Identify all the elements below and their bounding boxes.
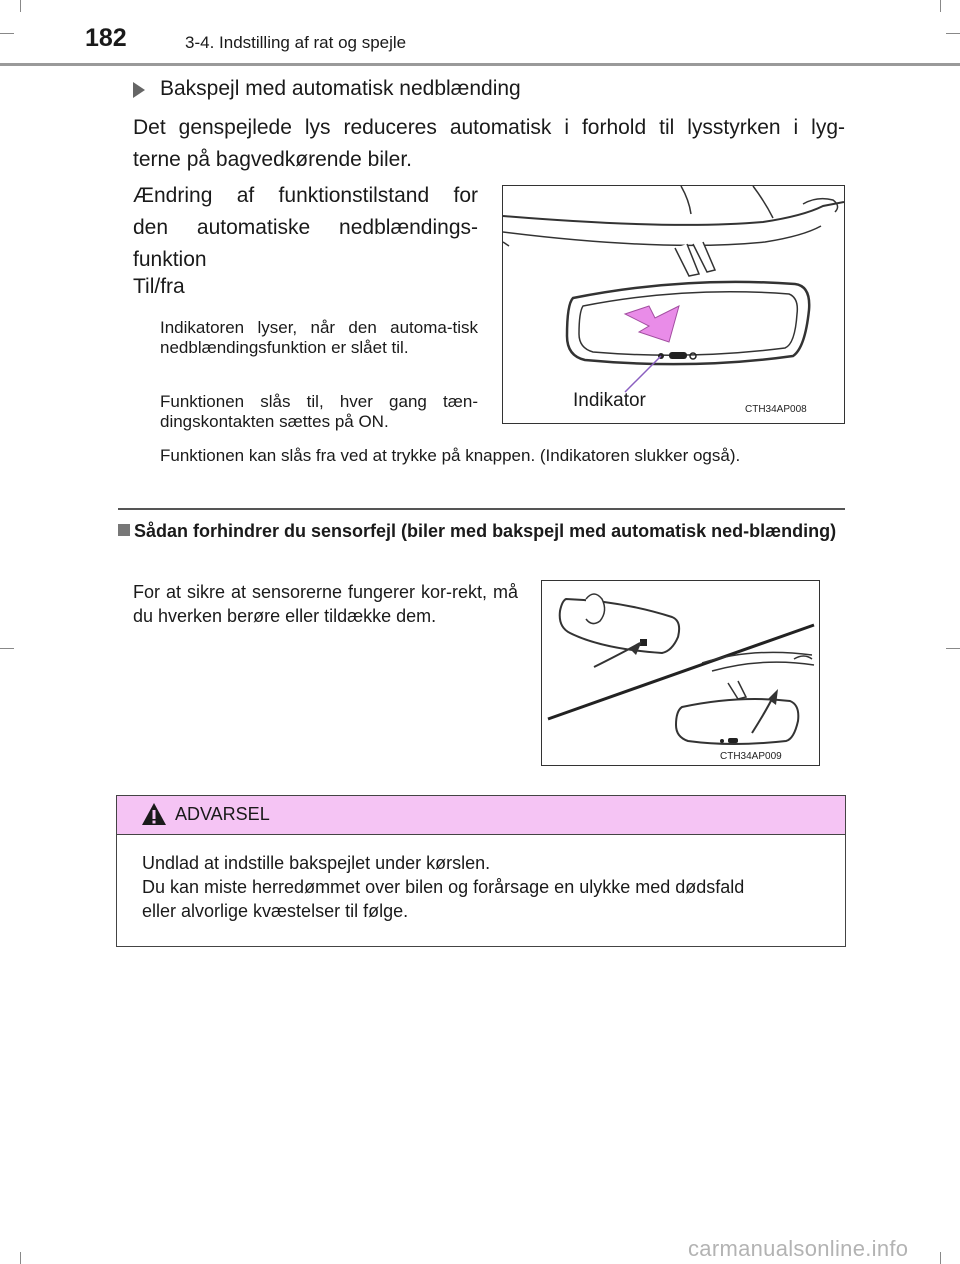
warning-header bbox=[117, 796, 845, 835]
crop-mark bbox=[946, 33, 960, 34]
header-rule bbox=[0, 63, 960, 66]
indicator-label: Indikator bbox=[573, 390, 646, 411]
figure-code: CTH34AP009 bbox=[720, 751, 782, 762]
crop-mark bbox=[946, 648, 960, 649]
switch-off-paragraph: Funktionen kan slås fra ved at trykke på knappen. (Indikatoren slukker også). bbox=[160, 446, 741, 465]
warning-line: eller alvorlige kvæstelser til følge. bbox=[142, 901, 409, 921]
toggle-label: Til/fra bbox=[133, 275, 185, 298]
crop-mark bbox=[20, 1252, 21, 1264]
section-divider bbox=[118, 508, 845, 510]
watermark: carmanualsonline.info bbox=[688, 1236, 909, 1261]
page-number: 182 bbox=[85, 24, 127, 52]
warning-title: ADVARSEL bbox=[175, 804, 270, 824]
sensor-heading: Sådan forhindrer du sensorfejl (biler med bakspejl med automatisk ned-blænding) bbox=[134, 521, 837, 541]
mode-heading bbox=[133, 180, 478, 276]
crop-mark bbox=[0, 648, 14, 649]
ignition-paragraph: Funktionen slås til, hver gang tæn-dingskontakten sættes på ON. bbox=[160, 392, 478, 431]
warning-line: Du kan miste herredømmet over bilen og forårsage en ulykke med dødsfald bbox=[142, 877, 745, 897]
mode-heading-line: den automatiske nedblændings- bbox=[133, 216, 478, 239]
intro-paragraph bbox=[133, 112, 845, 176]
intro-line: Det genspejlede lys reduceres automatisk i forhold til lysstyrken i lyg- bbox=[133, 116, 845, 139]
figure-code: CTH34AP008 bbox=[745, 404, 807, 415]
crop-mark bbox=[0, 33, 14, 34]
warning-triangle-icon bbox=[141, 802, 167, 826]
triangle-bullet-icon bbox=[133, 82, 145, 98]
mirror-illustration bbox=[503, 186, 844, 423]
indicator-paragraph: Indikatoren lyser, når den automa-tisk nedblændingsfunktion er slået til. bbox=[160, 318, 478, 357]
crop-mark bbox=[940, 1252, 941, 1264]
crop-mark bbox=[940, 0, 941, 12]
section-title: 3-4. Indstilling af rat og spejle bbox=[185, 33, 407, 52]
intro-line: terne på bagvedkørende biler. bbox=[133, 148, 413, 171]
square-bullet-icon bbox=[118, 524, 130, 536]
sensor-figure bbox=[541, 580, 820, 766]
mode-heading-line: funktion bbox=[133, 248, 207, 271]
mirror-figure bbox=[502, 185, 845, 424]
mode-heading-line: Ændring af funktionstilstand for bbox=[133, 184, 478, 207]
bullet-heading: Bakspejl med automatisk nedblænding bbox=[160, 77, 521, 100]
warning-body bbox=[142, 851, 842, 923]
warning-line: Undlad at indstille bakspejlet under kørslen. bbox=[142, 853, 491, 873]
warning-box bbox=[116, 795, 846, 947]
crop-mark bbox=[20, 0, 21, 12]
sensor-illustration bbox=[542, 581, 819, 765]
sensor-paragraph: For at sikre at sensorerne fungerer kor-rekt, må du hverken berøre eller tildække dem. bbox=[133, 582, 518, 626]
